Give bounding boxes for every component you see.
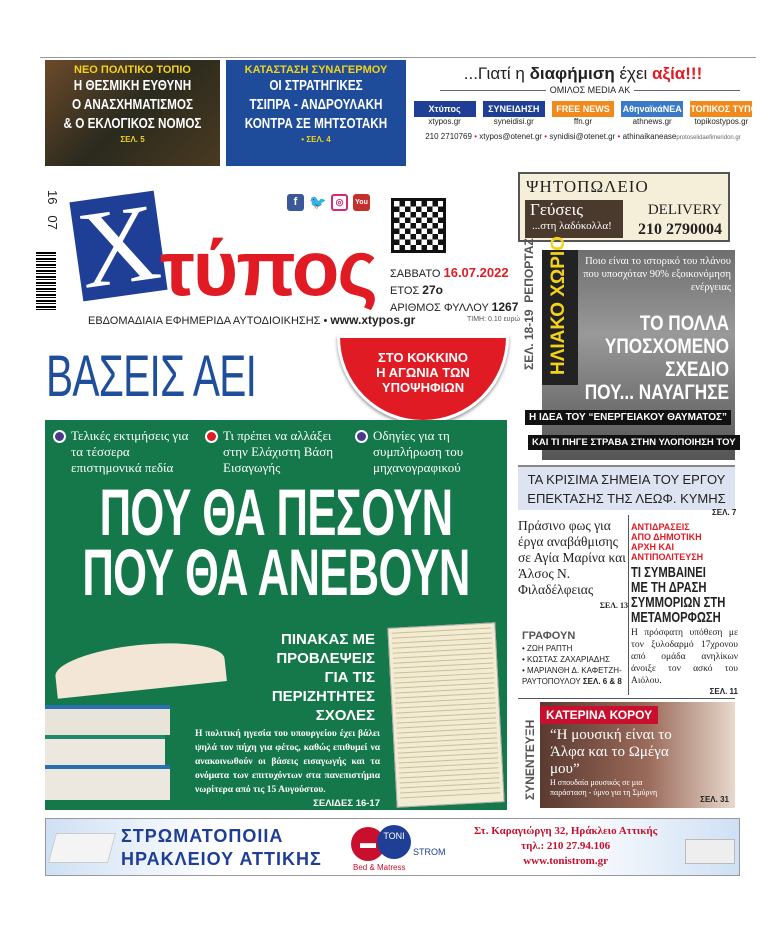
top-rule: [40, 57, 756, 58]
main-title: ΒΑΣΕΙΣ ΑΕΙ: [46, 344, 257, 409]
interview-story[interactable]: ΚΑΤΕΡΙΝΑ ΚΟΡΟΥ “Η μουσική είναι το Άλφα και το Ωμέγα μου” Η σπουδαία μουσικός σε μια παράσταση - ύμνο για τη Σμύρνη ΣΕΛ. 31: [540, 702, 735, 808]
divider: [518, 698, 735, 699]
section-label: ΣΕΛ. 18-19 ΡΕΠΟΡΤΑΖ: [522, 238, 536, 370]
outlet-logo[interactable]: ΑθηναϊκάΝΕΑ athnews.gr: [621, 101, 683, 126]
page-ref: ΣΕΛ. 7: [712, 508, 737, 517]
teaser-headline: Η ΘΕΣΜΙΚΗ ΕΥΘΥΝΗ Ο ΑΝΑΣΧΗΜΑΤΙΣΜΟΣ & Ο ΕΚΛΟΓΙΚΟΣ ΝΟΜΟΣ: [63, 77, 202, 132]
teaser-page: ΣΕΛ. 5: [120, 135, 145, 144]
report-story[interactable]: ΗΛΙΑΚΟ ΧΩΡΙΟ Ποιο είναι το ιστορικό του πλάνου που υποσχόταν 90% εξοικονόμηση ενέργειας ΤΟ ΠΟΛΛΑ ΥΠΟΣΧΟΜΕΝΟ ΣΧΕΔΙΟ ΠΟΥ... ΝΑΥΑΓΗΣΕ Η ΙΔΕΑ ΤΟΥ “ΕΝΕΡΓΕΙΑΚΟΥ ΘΑΥΜΑΤΟΣ” ΚΑΙ ΤΙ ΠΗΓΕ ΣΤΡΑΒΑ ΣΤΗΝ ΥΛΟΠΟΙΗΣΗ ΤΟΥ: [542, 250, 735, 460]
bullet: Οδηγίες για τη συμπλήρωση του μηχανογραφικού: [353, 428, 503, 476]
symmories-story[interactable]: ΑΝΤΙΔΡΑΣΕΙΣ ΑΠΟ ΔΗΜΟΤΙΚΗ ΑΡΧΗ ΚΑΙ ΑΝΤΙΠΟΛΙΤΕΥΣΗ ΤΙ ΣΥΜΒΑΙΝΕΙ ΜΕ ΤΗ ΔΡΑΣΗ ΣΥΜΜΟΡΙΩΝ ΣΤΗ ΜΕΤΑΜΟΡΦΩΣΗ Η πρόσφατη υπόθεση με τον ξυλοδαρμό 17χρονου από ομάδα ανηλίκων άνοιξε τον ασκό του Αιόλου. ΣΕΛ. 11: [631, 522, 738, 696]
restaurant-ad[interactable]: ΨΗΤΟΠΩΛΕΙΟ Γεύσεις ...στη λαδόκολλα! DELIVERY 210 2790004: [518, 172, 730, 242]
social-icons: [287, 194, 370, 211]
main-story[interactable]: [45, 420, 507, 810]
instagram-icon[interactable]: ◎: [331, 194, 348, 211]
mattress-image: [48, 833, 116, 863]
divider: [628, 515, 629, 695]
logo-x: Χ: [70, 180, 167, 312]
teaser-strategies[interactable]: [226, 60, 406, 166]
authors: ΓΡΑΦΟΥΝ • ΖΩΗ ΡΑΠΤΗ • ΚΩΣΤΑΣ ΖΑΧΑΡΙΑΔΗΣ • ΜΑΡΙΑΝΘΗ Δ. ΚΑΦΕΤΖΗ-ΡΑΥΤΟΠΟΥΛΟΥ ΣΕΛ. 6 & 8: [522, 630, 622, 686]
kymi-story[interactable]: ΤΑ ΚΡΙΣΙΜΑ ΣΗΜΕΙΑ ΤΟΥ ΕΡΓΟΥ ΕΠΕΚΤΑΣΗΣ ΤΗΣ ΛΕΩΦ. ΚΥΜΗΣ: [518, 465, 735, 510]
teaser-kicker: ΚΑΤΑΣΤΑΣΗ ΣΥΝΑΓΕΡΜΟΥ: [244, 64, 388, 76]
prasino-story[interactable]: Πράσινο φως για έργα αναβάθμισης σε Αγία Μαρίνα και Άλσος Ν. Φιλαδέλφειας ΣΕΛ. 13: [518, 518, 628, 610]
ad-slogan: ...Γιατί η διαφήμιση έχει αξία!!!: [463, 64, 703, 83]
section-label: ΣΥΝΕΝΤΕΥΞΗ: [523, 719, 537, 800]
facebook-icon[interactable]: f: [287, 194, 304, 211]
outlet-logos: [410, 101, 764, 126]
barcode: 16 07: [32, 190, 60, 320]
logo-wordmark: τύπος: [160, 224, 376, 312]
twitter-icon[interactable]: 🐦: [309, 194, 327, 210]
subheadline: ΠΙΝΑΚΑΣ ΜΕ ΠΡΟΒΛΕΨΕΙΣ ΓΙΑ ΤΙΣ ΠΕΡΙΖΗΤΗΤΕΣ ΣΧΟΛΕΣ: [271, 631, 375, 724]
predictions-table-image: [387, 622, 504, 807]
bullet: Τι πρέπει να αλλάξει στην Ελάχιστη Βάση Εισαγωγής: [203, 428, 348, 476]
media-group-ad[interactable]: [410, 60, 764, 166]
headline-line: ΠΟΥ ΘΑ ΠΕΣΟΥΝ: [99, 475, 453, 549]
outlet-logo[interactable]: ΣΥΝΕΙΔΗΣΗ syneidisi.gr: [483, 101, 545, 126]
outlet-logo[interactable]: FREE NEWS ffn.gr: [552, 101, 614, 126]
tonistrom-logo: ▬ TONI STROM Bed & Matress: [351, 825, 461, 875]
mattress-ad[interactable]: ΣΤΡΩΜΑΤΟΠΟΙΙΑ ΗΡΑΚΛΕΙΟΥ ΑΤΤΙΚΗΣ ▬ TONI STROM Bed & Matress Στ. Καραγιώργη 32, Ηράκλειο Αττικής τηλ.: 210 27.94.106 www.tonistrom.gr: [45, 818, 740, 876]
media-group-label: ΟΜΙΛΟΣ MEDIA ΑΚ: [440, 90, 740, 101]
youtube-icon[interactable]: You: [353, 194, 370, 211]
tagline: ΕΒΔΟΜΑΔΙΑΙΑ ΕΦΗΜΕΡΙΔΑ ΑΥΤΟΔΙΟΙΚΗΣΗΣ • www.xtypos.gr: [88, 313, 416, 327]
outlet-logo[interactable]: Χτύπος xtypos.gr: [414, 101, 476, 126]
bullet: Τελικές εκτιμήσεις για τα τέσσερα επιστημονικά πεδία: [51, 428, 201, 476]
red-badge: ΣΤΟ ΚΟΚΚΙΝΟ Η ΑΓΩΝΙΑ ΤΩΝ ΥΠΟΨΗΦΙΩΝ: [337, 335, 509, 423]
price: ΤΙΜΗ: 0.10 ευρώ: [467, 316, 520, 323]
teaser-headline: ΟΙ ΣΤΡΑΤΗΓΙΚΕΣ ΤΣΙΠΡΑ - ΑΝΔΡΟΥΛΑΚΗ ΚΟΝΤΡΑ ΣΕ ΜΗΤΣΟΤΑΚΗ: [244, 77, 388, 132]
mattress-image: [685, 839, 735, 864]
headline-line: ΠΟΥ ΘΑ ΑΝΕΒΟΥΝ: [82, 535, 470, 609]
teaser-politics[interactable]: [45, 60, 220, 166]
qr-code: [391, 198, 446, 253]
outlet-logo[interactable]: ΤΟΠΙΚΟΣ ΤΥΠΟΣ topikostypos.gr: [690, 101, 752, 126]
story-body: Η πολιτική ηγεσία του υπουργείου έχει βάλει ψηλά τον πήχη για φέτος, καθώς επιθυμεί να ανακοινωθούν οι βάσεις εισαγωγής και τα ονόματα των επιτυχόντων στα πανεπιστήμια νωρίτερα από τις 15 Αυγούστου. ΣΕΛΙΔΕΣ 16-17: [195, 729, 380, 809]
books-image: [45, 635, 215, 810]
teaser-page: • ΣΕΛ. 4: [301, 135, 331, 144]
ad-contacts: 210 2710769 • xtypos@otenet.gr • synidisi@otenet.gr • athinaikaneaseprotoselidaefimeridon.gr: [425, 132, 741, 141]
teaser-kicker: ΝΕΟ ΠΟΛΙΤΙΚΟ ΤΟΠΙΟ: [74, 64, 191, 76]
website-link[interactable]: www.xtypos.gr: [330, 313, 416, 327]
issue-info: ΣΑΒΒΑΤΟ 16.07.2022 ΕΤΟΣ 27ο ΑΡΙΘΜΟΣ ΦΥΛΛΟΥ 1267: [390, 265, 519, 314]
